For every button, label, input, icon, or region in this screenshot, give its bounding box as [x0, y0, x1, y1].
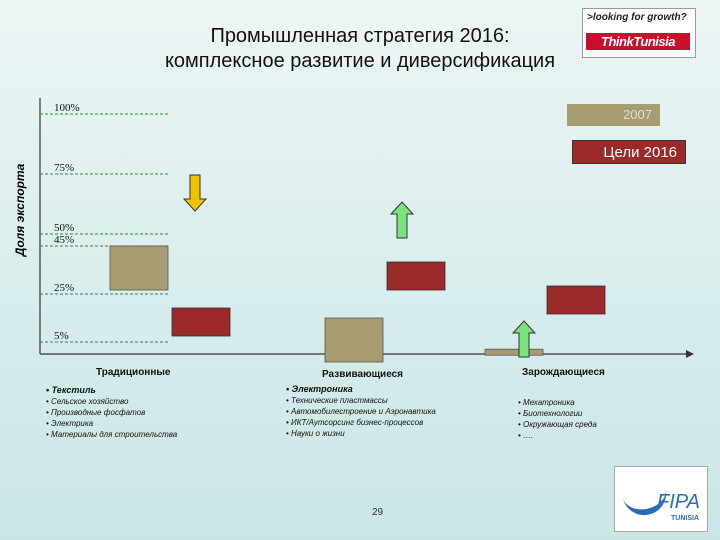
bar-2016: [387, 262, 445, 290]
list-item: • Производные фосфатов: [46, 407, 177, 418]
y-axis-label: Доля экспорта: [13, 163, 27, 257]
list-item: • Материалы для строительства: [46, 429, 177, 440]
trend-arrow: [391, 202, 413, 238]
x-axis-arrowhead: [686, 350, 694, 358]
bar-2016: [172, 308, 230, 336]
list-item: • Текстиль: [46, 385, 177, 396]
y-tick-label: 25%: [54, 282, 75, 294]
fipa-logo-text: FIPA: [657, 491, 700, 513]
list-item: • ….: [518, 430, 597, 441]
category-list-emerging: [518, 397, 597, 441]
list-item: • Окружающая среда: [518, 419, 597, 430]
legend-2007: 2007: [567, 104, 660, 126]
list-item: • ИКТ/Аутсорсинг бизнес-процессов: [286, 417, 436, 428]
fipa-logo-sub: TUNISIA: [671, 515, 699, 522]
list-item: • Автомобилестроение и Аэронавтика: [286, 406, 436, 417]
category-heading-traditional: Традиционные: [96, 367, 171, 378]
trend-arrow: [184, 175, 206, 211]
bar-2016: [547, 286, 605, 314]
list-item: • Технические пластмассы: [286, 395, 436, 406]
y-tick-label: 75%: [54, 162, 75, 174]
list-item: • Электрика: [46, 418, 177, 429]
category-heading-developing: Развивающиеся: [322, 369, 404, 380]
y-tick-label: 45%: [54, 234, 75, 246]
title-line-2: комплексное развитие и диверсификация: [164, 50, 556, 72]
y-tick-label: 5%: [54, 330, 69, 342]
category-list-traditional: [46, 385, 177, 440]
legend-targets-2016: Цели 2016: [572, 140, 686, 164]
bar-2007: [110, 246, 168, 290]
list-item: • Сельское хозяйство: [46, 396, 177, 407]
logo-brand: ThinkTunisia: [586, 33, 690, 50]
fipa-logo: [614, 466, 708, 532]
bar-2007: [325, 318, 383, 362]
list-item: • Науки о жизни: [286, 428, 436, 439]
y-tick-label: 100%: [54, 102, 80, 114]
list-item: • Биотехнологии: [518, 408, 597, 419]
logo-tagline: >looking for growth?: [587, 12, 687, 23]
page-number: 29: [372, 507, 384, 518]
list-item: • Электроника: [286, 384, 436, 395]
y-tick-label: 50%: [54, 222, 75, 234]
category-heading-emerging: Зарождающиеся: [522, 367, 605, 378]
title-line-1: Промышленная стратегия 2016:: [210, 25, 510, 47]
list-item: • Мехатроника: [518, 397, 597, 408]
bar-2007: [485, 349, 543, 355]
category-list-developing: [286, 384, 436, 439]
